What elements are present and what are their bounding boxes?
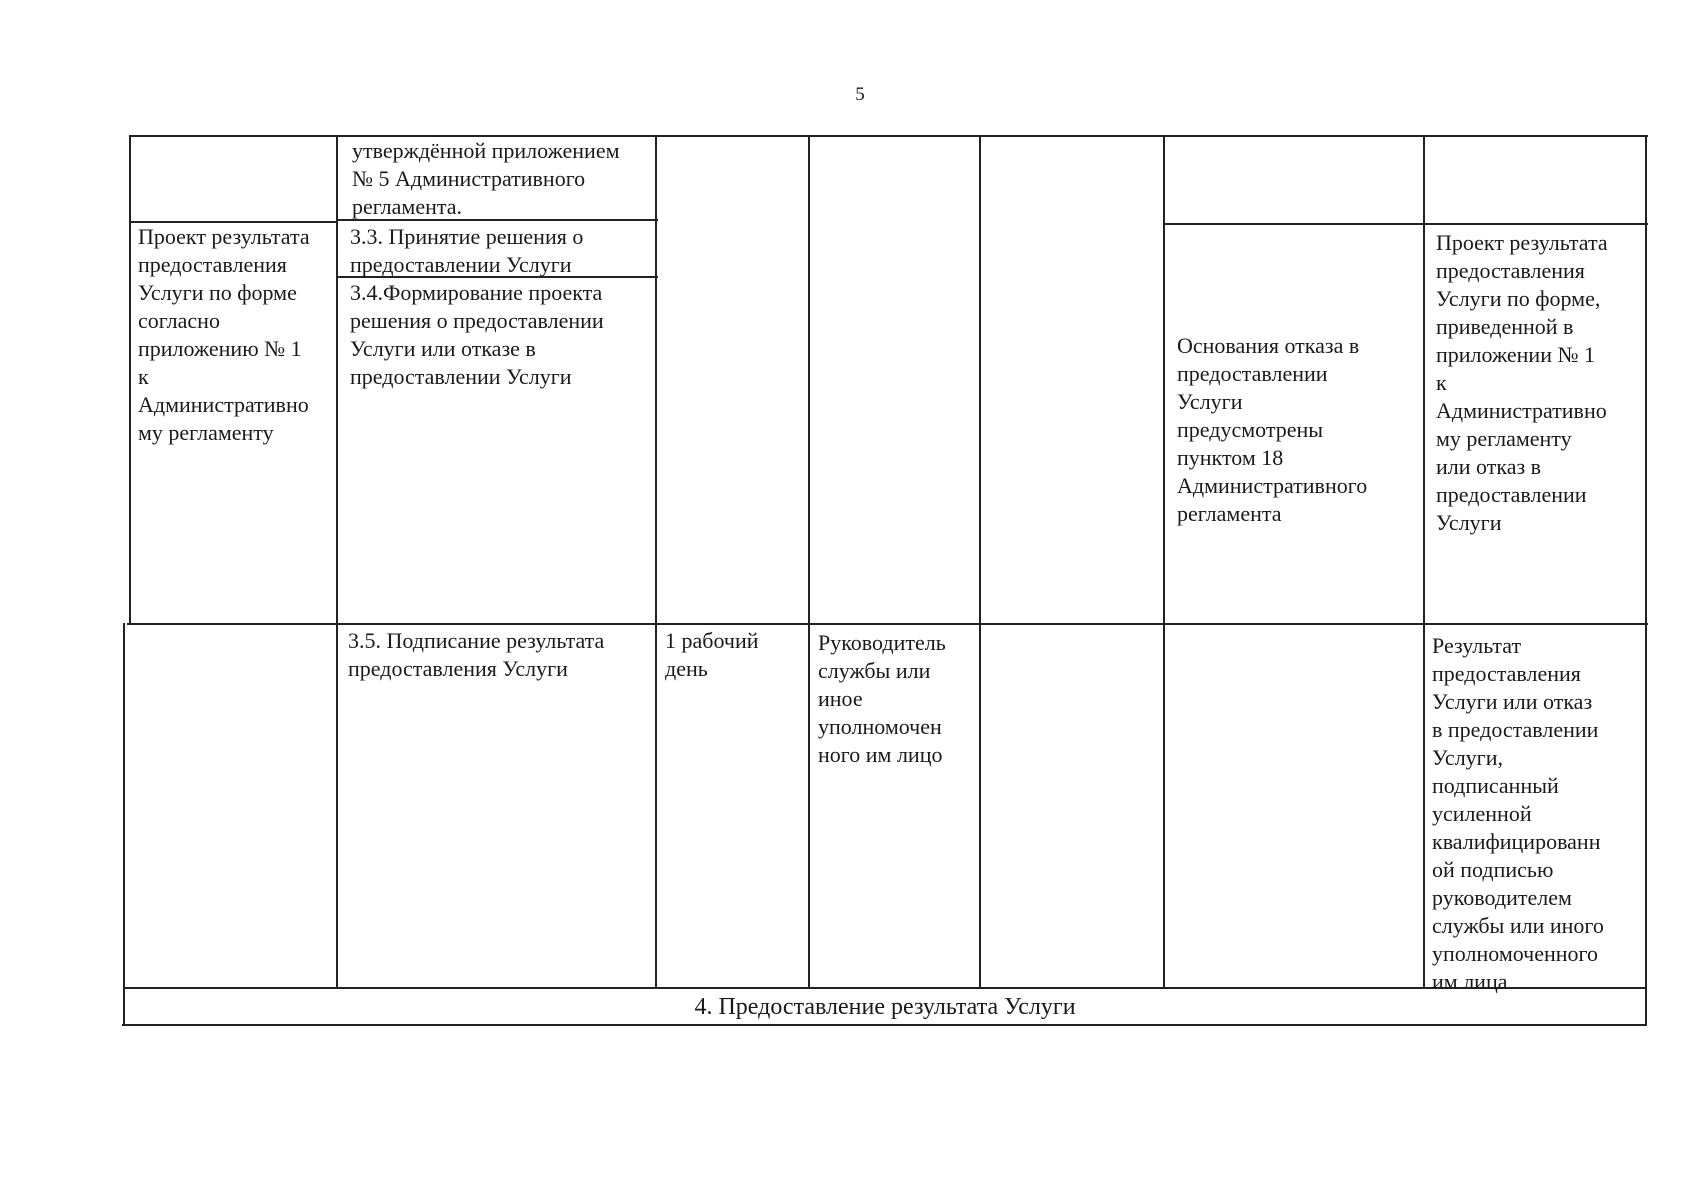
cell-bottom-signing: 3.5. Подписание результата предоставления Услуги [348, 628, 605, 681]
cell-bottom-duration: 1 рабочий день [665, 628, 759, 681]
cell-middle-result-draft: Проект результата предоставления Услуги по форме согласно приложению № 1 к Административно му регламенту [138, 224, 310, 445]
col-divider-3 [808, 135, 810, 989]
cell-middle-result-form: Проект результата предоставления Услуги по форме, приведенной в приложении № 1 к Административно му регламенту или отказ в предоставлении Услуги [1436, 230, 1608, 535]
table-border-left [129, 135, 131, 625]
col-divider-5 [1163, 135, 1165, 989]
row-divider-middle-bottom [127, 623, 1648, 625]
table-border-left-lower [123, 623, 125, 1026]
col-divider-1 [336, 135, 338, 989]
section-heading: 4. Предоставление результата Услуги [694, 994, 1076, 1020]
cell-bottom-responsible: Руководитель службы или иное уполномочен ного им лицо [818, 630, 946, 767]
page-number: 5 [855, 84, 865, 105]
cell-middle-refusal-grounds: Основания отказа в предоставлении Услуги предусмотрены пунктом 18 Административного регламента [1177, 333, 1368, 526]
col-divider-2 [655, 135, 657, 989]
cell-middle-draft-formation: 3.4.Формирование проекта решения о предоставлении Услуги или отказе в предоставлении Услуги [350, 280, 604, 389]
cell-middle-decision: 3.3. Принятие решения о предоставлении Услуги [350, 224, 584, 277]
row-divider-col6-7 [1165, 223, 1648, 225]
col-divider-6 [1423, 135, 1425, 989]
table-border-bottom [122, 1024, 1646, 1026]
cell-top-procedure: утверждённой приложением № 5 Административного регламента. [352, 138, 620, 219]
row-divider-bottom [123, 987, 1646, 989]
table-border-right [1645, 135, 1647, 1026]
col-divider-4 [979, 135, 981, 989]
cell-bottom-result: Результат предоставления Услуги или отказ в предоставлении Услуги, подписанный усиленной квалифицированн ой подписью руководителем службы или иного уполномоченного им лица [1432, 633, 1604, 994]
